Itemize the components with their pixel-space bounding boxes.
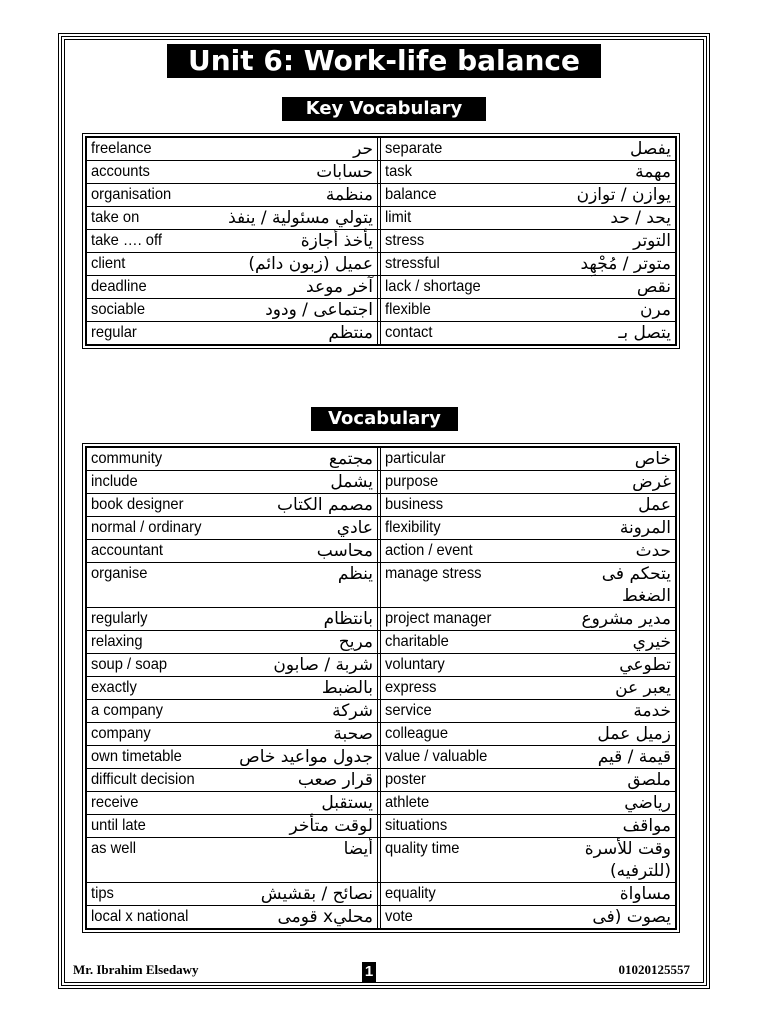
arabic-meaning: محليx قومى [277,907,373,927]
table-row [87,631,675,654]
english-word: express [385,679,437,696]
english-word: take …. off [91,232,162,249]
vocab-entry-right [381,563,675,607]
english-word: situations [385,817,448,834]
vocab-entry-right [381,471,675,493]
vocab-entry-left [87,540,381,562]
key-vocabulary-heading: Key Vocabulary [282,97,486,121]
english-word: relaxing [91,633,143,650]
english-word: exactly [91,679,137,696]
table-row [87,448,675,471]
arabic-meaning: وقت للأسرة (للترفيه) [584,839,671,881]
table-row [87,883,675,906]
vocab-entry-left [87,883,381,905]
arabic-meaning: متوتر / مُجْهِد [580,254,671,274]
vocab-entry-left [87,906,381,928]
vocab-entry-left [87,608,381,630]
vocab-entry-left [87,322,381,344]
arabic-meaning: نقص [636,277,671,297]
vocab-entry-right [381,838,675,882]
vocab-entry-left [87,792,381,814]
table-row [87,471,675,494]
table-row [87,253,675,276]
english-word: accounts [91,163,150,180]
vocab-entry-right [381,700,675,722]
table-row [87,815,675,838]
arabic-meaning: عمل [638,495,671,515]
english-word: freelance [91,140,152,157]
table-row [87,838,675,883]
arabic-meaning: يتحكم فى الضغط [601,564,671,606]
english-word: company [91,725,151,742]
table-row [87,161,675,184]
english-word: vote [385,908,413,925]
arabic-meaning: أيضا [343,839,373,859]
english-word: accountant [91,542,164,559]
english-word: organisation [91,186,172,203]
arabic-meaning: مصمم الكتاب [277,495,373,515]
vocab-entry-left [87,184,381,206]
english-word: stressful [385,255,440,272]
arabic-meaning: يتولي مسئولية / ينفذ [228,208,373,228]
english-word: regular [91,324,137,341]
arabic-meaning: مجتمع [328,449,373,469]
arabic-meaning: مساواة [619,884,671,904]
table-row [87,494,675,517]
arabic-meaning: بانتظام [323,609,373,629]
english-word: until late [91,817,146,834]
arabic-meaning: شربة / صابون [273,655,373,675]
english-word: business [385,496,444,513]
english-word: stress [385,232,425,249]
vocab-entry-right [381,608,675,630]
vocab-entry-left [87,276,381,298]
english-word: service [385,702,432,719]
vocab-entry-left [87,207,381,229]
vocab-entry-left [87,631,381,653]
table-row [87,746,675,769]
english-word: task [385,163,412,180]
english-word: difficult decision [91,771,195,788]
english-word: receive [91,794,139,811]
vocab-entry-right [381,253,675,275]
vocab-entry-left [87,299,381,321]
english-word: flexibility [385,519,441,536]
vocabulary-heading: Vocabulary [311,407,458,431]
english-word: include [91,473,138,490]
arabic-meaning: مريح [338,632,373,652]
vocabulary-rows [86,447,676,929]
table-row [87,207,675,230]
arabic-meaning: مواقف [622,816,671,836]
vocab-entry-right [381,792,675,814]
arabic-meaning: خدمة [633,701,671,721]
english-word: normal / ordinary [91,519,202,536]
arabic-meaning: مرن [640,300,671,320]
vocab-entry-right [381,815,675,837]
arabic-meaning: لوقت متأخر [289,816,373,836]
english-word: flexible [385,301,431,318]
arabic-meaning: يوازن / توازن [576,185,671,205]
english-word: a company [91,702,164,719]
vocab-entry-right [381,138,675,160]
vocab-entry-left [87,700,381,722]
vocab-entry-right [381,517,675,539]
vocab-entry-right [381,654,675,676]
page-title: Unit 6: Work-life balance [167,44,601,78]
english-word: book designer [91,496,184,513]
table-row [87,654,675,677]
footer-phone: 01020125557 [618,962,690,977]
english-word: colleague [385,725,449,742]
vocab-entry-right [381,184,675,206]
vocab-entry-left [87,138,381,160]
arabic-meaning: زميل عمل [597,724,671,744]
vocab-entry-left [87,230,381,252]
table-row [87,769,675,792]
vocabulary-table [82,443,680,933]
english-word: contact [385,324,433,341]
vocab-entry-left [87,838,381,882]
english-word: community [91,450,163,467]
english-word: separate [385,140,443,157]
table-row [87,700,675,723]
vocab-entry-left [87,769,381,791]
table-row [87,906,675,928]
arabic-meaning: شركة [332,701,373,721]
key-vocabulary-table [82,133,680,349]
english-word: voluntary [385,656,445,673]
page-number: 1 [362,962,376,982]
arabic-meaning: نصائح / بقشيش [260,884,373,904]
vocab-entry-right [381,299,675,321]
arabic-meaning: عادي [336,518,373,538]
english-word: particular [385,450,446,467]
english-word: soup / soap [91,656,168,673]
vocab-entry-right [381,322,675,344]
vocab-entry-left [87,746,381,768]
vocab-entry-right [381,631,675,653]
arabic-meaning: قرار صعب [297,770,373,790]
arabic-meaning: يعبر عن [615,678,671,698]
vocab-entry-right [381,448,675,470]
table-row [87,322,675,344]
vocab-entry-left [87,723,381,745]
english-word: project manager [385,610,492,627]
vocab-entry-right [381,769,675,791]
table-row [87,230,675,253]
key-vocabulary-rows [86,137,676,345]
table-row [87,138,675,161]
arabic-meaning: رياضي [624,793,671,813]
arabic-meaning: منظمة [325,185,373,205]
arabic-meaning: قيمة / قيم [597,747,671,767]
english-word: action / event [385,542,473,559]
table-row [87,517,675,540]
vocab-entry-right [381,494,675,516]
arabic-meaning: يفصل [630,139,671,159]
table-row [87,608,675,631]
arabic-meaning: التوتر [633,231,671,251]
english-word: value / valuable [385,748,488,765]
vocab-entry-right [381,161,675,183]
arabic-meaning: عميل (زبون دائم) [248,254,373,274]
english-word: limit [385,209,412,226]
arabic-meaning: يأخذ أجازة [300,231,373,251]
vocab-entry-right [381,540,675,562]
english-word: as well [91,840,136,857]
english-word: poster [385,771,426,788]
arabic-meaning: حر [353,139,373,159]
english-word: take on [91,209,140,226]
arabic-meaning: محاسب [316,541,373,561]
vocab-entry-right [381,746,675,768]
arabic-meaning: آخر موعد [306,277,373,297]
vocab-entry-left [87,517,381,539]
table-row [87,540,675,563]
vocab-entry-left [87,253,381,275]
arabic-meaning: صحبة [333,724,373,744]
arabic-meaning: المرونة [619,518,671,538]
vocab-entry-left [87,448,381,470]
arabic-meaning: جدول مواعيد خاص [239,747,373,767]
arabic-meaning: يشمل [330,472,373,492]
english-word: deadline [91,278,147,295]
vocab-entry-right [381,677,675,699]
arabic-meaning: يتصل بـ [618,323,671,343]
footer-author: Mr. Ibrahim Elsedawy [73,962,199,977]
arabic-meaning: يحد / حد [610,208,671,228]
arabic-meaning: ملصق [627,770,671,790]
arabic-meaning: حدث [635,541,671,561]
vocab-entry-left [87,471,381,493]
arabic-meaning: تطوعي [619,655,671,675]
vocab-entry-right [381,207,675,229]
arabic-meaning: منتظم [328,323,373,343]
table-row [87,792,675,815]
arabic-meaning: مهمة [635,162,671,182]
vocab-entry-right [381,230,675,252]
english-word: purpose [385,473,439,490]
table-row [87,677,675,700]
vocab-entry-right [381,723,675,745]
arabic-meaning: بالضبط [321,678,373,698]
vocab-entry-left [87,161,381,183]
arabic-meaning: اجتماعى / ودود [265,300,373,320]
table-row [87,563,675,608]
arabic-meaning: غرض [632,472,671,492]
table-row [87,723,675,746]
arabic-meaning: حسابات [316,162,373,182]
vocab-entry-right [381,276,675,298]
english-word: quality time [385,840,460,857]
arabic-meaning: يستقبل [321,793,373,813]
arabic-meaning: خيري [632,632,671,652]
english-word: tips [91,885,114,902]
table-row [87,299,675,322]
table-row [87,184,675,207]
english-word: own timetable [91,748,182,765]
arabic-meaning: يصوت (فى [592,907,671,927]
english-word: charitable [385,633,449,650]
table-row [87,276,675,299]
english-word: sociable [91,301,146,318]
english-word: lack / shortage [385,278,481,295]
english-word: athlete [385,794,430,811]
english-word: local x national [91,908,189,925]
arabic-meaning: مدير مشروع [581,609,671,629]
arabic-meaning: خاص [634,449,671,469]
vocab-entry-right [381,883,675,905]
vocab-entry-left [87,677,381,699]
english-word: regularly [91,610,148,627]
arabic-meaning: ينظم [337,564,373,584]
english-word: client [91,255,126,272]
vocab-entry-left [87,815,381,837]
vocab-entry-left [87,654,381,676]
english-word: manage stress [385,565,482,582]
vocab-entry-left [87,494,381,516]
vocab-entry-left [87,563,381,607]
vocab-entry-right [381,906,675,928]
english-word: balance [385,186,437,203]
english-word: organise [91,565,148,582]
english-word: equality [385,885,436,902]
